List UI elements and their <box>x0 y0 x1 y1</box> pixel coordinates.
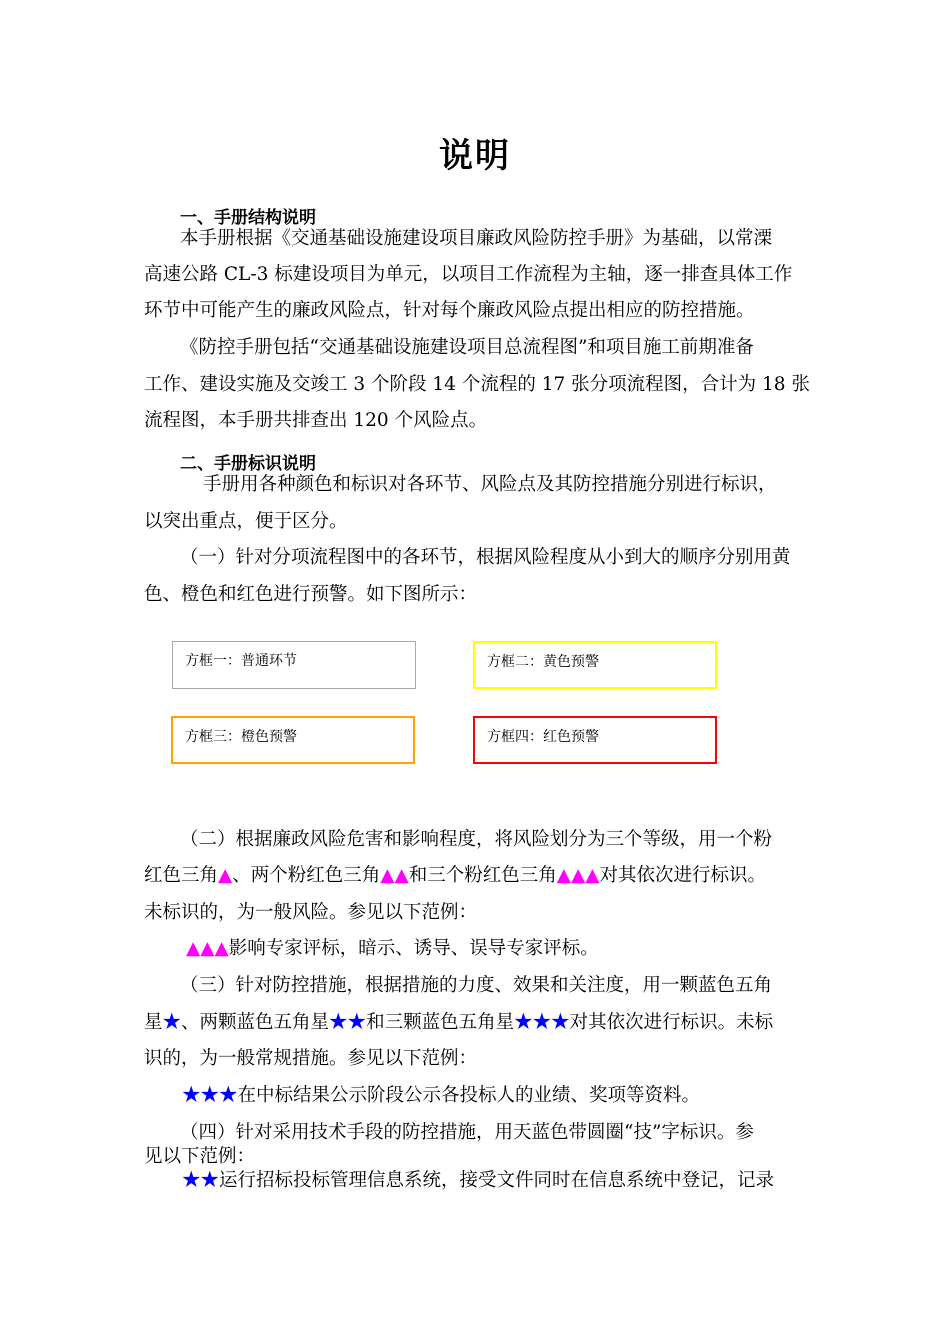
page-title: 说明 <box>439 136 511 176</box>
paragraph-line: （三）针对防控措施，根据措施的力度、效果和关注度，用一颗蓝色五角 <box>180 975 773 996</box>
text-fragment: 红色三角 <box>144 865 219 886</box>
star-icon: ★★★ <box>514 1012 570 1033</box>
example-line <box>182 1168 774 1194</box>
paragraph-line-with-triangles <box>144 863 766 889</box>
box-red-warning: 方框四：红色预警 <box>473 716 717 764</box>
paragraph-line: 环节中可能产生的廉政风险点，针对每个廉政风险点提出相应的防控措施。 <box>144 300 755 321</box>
text-fragment: 和三颗蓝色五角星 <box>366 1012 515 1033</box>
section1-heading: 一、手册结构说明 <box>180 208 316 228</box>
star-icon: ★★★ <box>182 1085 238 1106</box>
paragraph-line: （一）针对分项流程图中的各环节，根据风险程度从小到大的顺序分别用黄 <box>180 547 791 568</box>
example-text: 在中标结果公示阶段公示各投标人的业绩、奖项等资料。 <box>237 1085 701 1106</box>
star-icon: ★★ <box>182 1170 220 1191</box>
text-fragment: 和三个粉红色三角 <box>408 865 557 886</box>
paragraph-line: 高速公路 CL-3 标建设项目为单元，以项目工作流程为主轴，逐一排查具体工作 <box>144 264 793 285</box>
paragraph-line: 见以下范例： <box>144 1146 256 1167</box>
paragraph-line: 手册用各种颜色和标识对各环节、风险点及其防控措施分别进行标识， <box>203 474 777 495</box>
text-fragment: 对其依次进行标识。未标 <box>569 1012 774 1033</box>
paragraph-line: 流程图，本手册共排查出 120 个风险点。 <box>144 410 488 431</box>
triangle-icon: ▲▲▲ <box>556 865 600 886</box>
example-line <box>186 936 599 962</box>
paragraph-line: （四）针对采用技术手段的防控措施，用天蓝色带圆圈“技”字标识。参 <box>180 1122 754 1143</box>
paragraph-line: 识的，为一般常规措施。参见以下范例： <box>144 1048 478 1069</box>
star-icon: ★ <box>162 1012 182 1033</box>
text-fragment: 、两个粉红色三角 <box>232 865 381 886</box>
box-normal: 方框一：普通环节 <box>172 641 416 689</box>
text-fragment: 、两颗蓝色五角星 <box>181 1012 330 1033</box>
triangle-icon: ▲▲ <box>380 865 409 886</box>
box-orange-warning: 方框三：橙色预警 <box>171 716 415 764</box>
star-icon: ★★ <box>329 1012 367 1033</box>
triangle-icon: ▲▲▲ <box>186 938 229 959</box>
box-yellow-warning: 方框二：黄色预警 <box>473 641 717 689</box>
paragraph-line: 工作、建设实施及交竣工 3 个阶段 14 个流程的 17 张分项流程图，合计为 18 张 <box>144 374 810 395</box>
text-fragment: 星 <box>144 1012 163 1033</box>
triangle-icon: ▲ <box>218 865 233 886</box>
paragraph-line: 以突出重点，便于区分。 <box>144 511 348 532</box>
example-line <box>182 1083 700 1109</box>
paragraph-line: （二）根据廉政风险危害和影响程度，将风险划分为三个等级，用一个粉 <box>180 829 773 850</box>
example-text: 影响专家评标，暗示、诱导、误导专家评标。 <box>228 938 599 959</box>
section2-heading: 二、手册标识说明 <box>180 454 316 474</box>
paragraph-line: 未标识的，为一般风险。参见以下范例： <box>144 902 478 923</box>
paragraph-line: 《防控手册包括“交通基础设施建设项目总流程图”和项目施工前期准备 <box>180 337 754 358</box>
paragraph-line-with-stars <box>144 1010 773 1036</box>
example-text: 运行招标投标管理信息系统，接受文件同时在信息系统中登记，记录 <box>219 1170 775 1191</box>
paragraph-line: 色、橙色和红色进行预警。如下图所示： <box>144 584 478 605</box>
text-fragment: 对其依次进行标识。 <box>599 865 766 886</box>
paragraph-line: 本手册根据《交通基础设施建设项目廉政风险防控手册》为基础，以常溧 <box>180 228 773 249</box>
